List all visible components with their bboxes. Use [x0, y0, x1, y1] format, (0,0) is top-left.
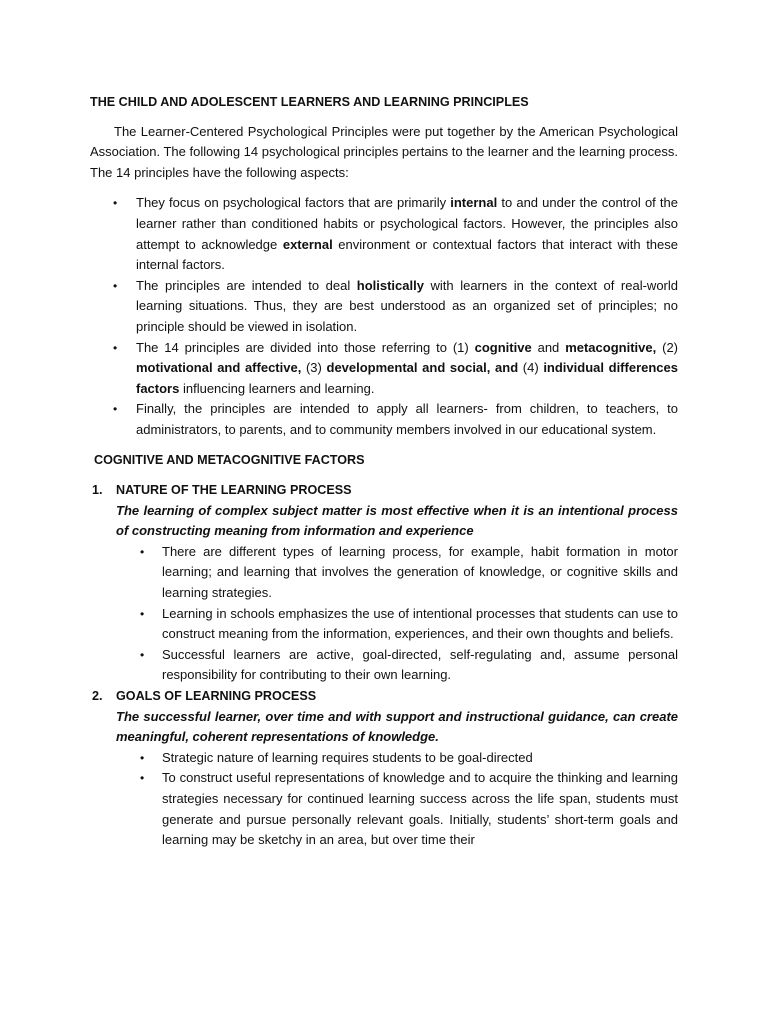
bullet-icon: •	[113, 278, 118, 293]
principle-number: 2.	[92, 689, 103, 704]
aspect-bold: external	[282, 236, 333, 252]
list-item	[116, 768, 678, 850]
aspect-text: They focus on psychological factors that are primarily	[136, 195, 451, 211]
principle-points	[116, 542, 678, 686]
aspect-text: with learners in the context of real-world learning situations. Thus, they are best understood as an organized set of principles; no principle should be viewed in isolation.	[136, 277, 678, 334]
list-item	[90, 399, 678, 440]
bullet-icon: •	[140, 647, 145, 662]
bullet-icon: •	[140, 750, 145, 765]
point-text: Strategic nature of learning requires students to be goal-directed	[162, 749, 533, 765]
bullet-icon: •	[140, 544, 145, 559]
aspect-bold: metacognitive,	[565, 339, 657, 355]
aspect-bold: individual differences factors	[136, 360, 678, 396]
bullet-icon: •	[140, 771, 145, 786]
list-item	[90, 338, 678, 400]
principle-item	[90, 480, 678, 686]
principles-list	[90, 480, 678, 851]
list-item	[116, 645, 678, 686]
aspect-text: The 14 principles are divided into those referring to (1)	[136, 339, 475, 355]
list-item	[116, 542, 678, 604]
intro-paragraph: The Learner-Centered Psychological Principles were put together by the American Psychological Association. The following 14 psychological principles pertains to the learner and the learning process. The 14 principles have the following aspects:	[90, 123, 678, 180]
principle-statement: The successful learner, over time and with support and instructional guidance, can create meaningful, coherent representations of knowledge.	[116, 708, 678, 745]
bullet-icon: •	[113, 402, 118, 417]
principle-statement: The learning of complex subject matter is most effective when it is an intentional process of constructing meaning from information and experience	[116, 502, 678, 539]
list-item	[90, 193, 678, 275]
principle-title: GOALS OF LEARNING PROCESS	[116, 689, 317, 704]
bullet-icon: •	[140, 606, 145, 621]
bullet-icon: •	[113, 196, 118, 211]
point-text: To construct useful representations of knowledge and to acquire the thinking and learning strategies necessary for continued learning success across the life span, students must generate and pursue personally relevant goals. Initially, students’ short-term goals and learning may be sketchy in an area, but over time their	[162, 770, 678, 848]
principle-number: 1.	[92, 483, 103, 498]
bullet-icon: •	[113, 340, 118, 355]
aspect-text: to and under the control of the learner rather than conditioned habits or psychological factors. However, the principles also attempt to acknowledge	[136, 195, 678, 252]
aspect-text: (4)	[518, 360, 544, 376]
section-heading: COGNITIVE AND METACOGNITIVE FACTORS	[94, 452, 365, 467]
aspect-text: (2)	[656, 339, 679, 355]
aspect-text: and	[531, 339, 566, 355]
list-item	[90, 276, 678, 338]
point-text: There are different types of learning process, for example, habit formation in motor learning; and learning that involves the generation of knowledge, or cognitive skills and learning strategies.	[162, 543, 678, 601]
principle-title: NATURE OF THE LEARNING PROCESS	[116, 483, 352, 498]
aspect-text: environment or contextual factors that interact with these internal factors.	[136, 236, 678, 273]
aspect-bold: cognitive	[474, 339, 532, 355]
aspect-text: The principles are intended to deal	[136, 277, 357, 293]
aspect-text: influencing learners and learning.	[179, 380, 375, 396]
aspect-text: Finally, the principles are intended to apply all learners- from children, to teachers, to administrators, to parents, and to community members involved in our educational system.	[136, 401, 678, 437]
aspect-bold: developmental and social, and	[326, 360, 519, 376]
aspect-text: (3)	[301, 360, 327, 376]
list-item	[116, 748, 678, 769]
aspects-list	[90, 193, 678, 440]
list-item	[116, 604, 678, 645]
principle-points	[116, 748, 678, 851]
principle-item	[90, 686, 678, 851]
point-text: Learning in schools emphasizes the use of intentional processes that students can use to construct meaning from the information, experiences, and their own thoughts and beliefs.	[162, 605, 678, 642]
aspect-bold: holistically	[356, 277, 424, 293]
document-title: THE CHILD AND ADOLESCENT LEARNERS AND LEARNING PRINCIPLES	[90, 95, 529, 109]
aspect-bold: motivational and affective,	[136, 360, 302, 376]
document-page	[90, 92, 678, 851]
aspect-bold: internal	[450, 195, 498, 211]
point-text: Successful learners are active, goal-directed, self-regulating and, assume personal responsibility for contributing to their own learning.	[162, 646, 678, 683]
